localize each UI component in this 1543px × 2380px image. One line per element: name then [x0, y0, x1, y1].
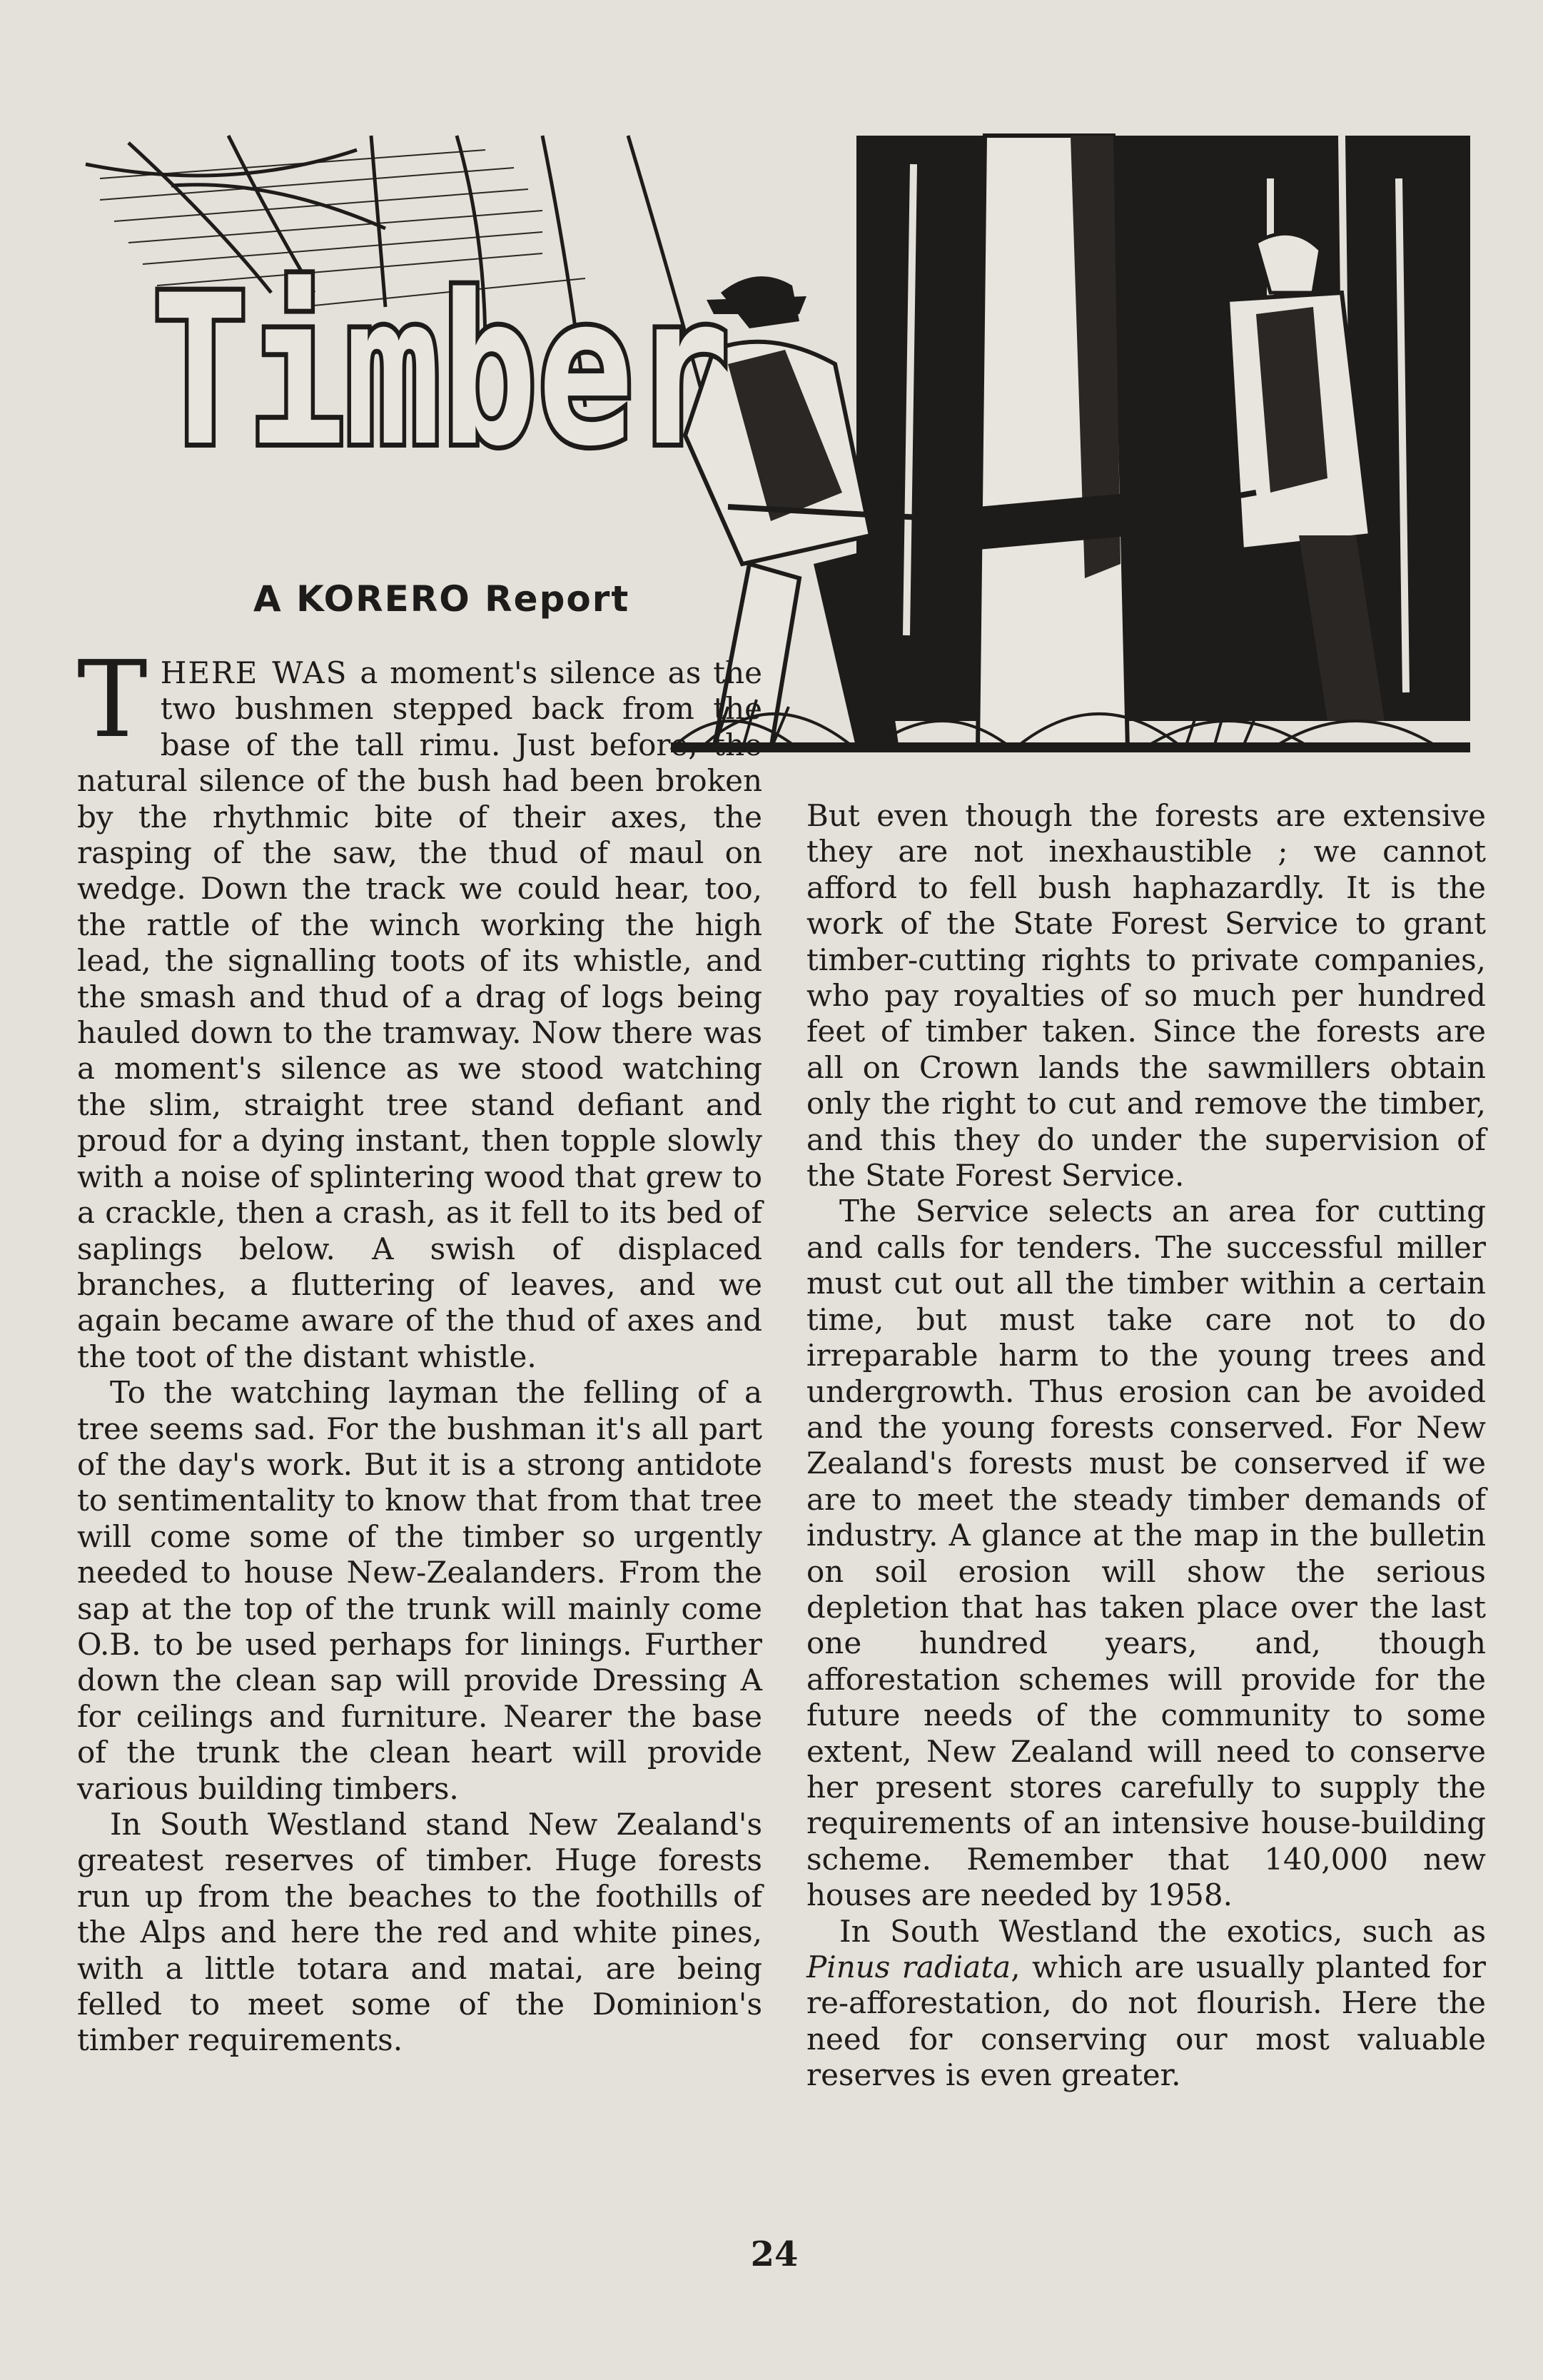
paragraph-2: To the watching layman the felling of a tree seems sad. For the bushman it's all part of the day's work. But it is a strong antidote to sentimentality to know that from that tree will come some of the timber so urgently needed to house New-Zealanders. From the sap at the top of the trunk will mainly come O.B. to be used perhaps for linings. Further down the clean sap will provide Dressing A for ceilings and furniture. Nearer the base of the trunk the clean heart will provide various building timbers.	[77, 1375, 762, 1806]
left-text-column	[77, 638, 762, 2059]
lead-smallcaps: HERE WAS	[160, 655, 348, 690]
ground-line	[671, 742, 1470, 752]
paragraph-1-text: a moment's silence as the two bushmen stepped back from the base of the tall rimu. Just before, the natural silence of the bush had been broken by the rhythmic bite of their axes, the rasping of the saw, the thud of maul on wedge. Down the track we could hear, too, the rattle of the winch working the high lead, the signalling toots of its whistle, and the smash and thud of a drag of logs being hauled down to the tramway. Now there was a moment's silence as we stood watching the slim, straight tree stand defiant and proud for a dying instant, then topple slowly with a noise of splintering wood that grew to a crackle, then a crash, as it fell to its bed of saplings below. A swish of displaced branches, a fluttering of leaves, and we again became aware of the thud of axes and the toot of the distant whistle.	[77, 655, 762, 1374]
paragraph-6	[806, 1914, 1486, 2094]
drop-cap: T	[77, 638, 148, 761]
paragraph-5: The Service selects an area for cutting and calls for tenders. The successful miller must cut out all the timber within a certain time, but must take care not to do irreparable harm to the young trees and undergrowth. Thus erosion can be avoided and the young forests conserved. For New Zealand's forests must be conserved if we are to meet the steady timber demands of industry. A glance at the map in the bulletin on soil erosion will show the serious depletion that has taken place over the last one hundred years, and, though afforestation schemes will provide for the future needs of the community to some extent, New Zealand will need to conserve her present stores carefully to supply the requirements of an intensive house-building scheme. Remember that 140,000 new houses are needed by 1958.	[806, 1194, 1486, 1913]
page-number: 24	[750, 2234, 799, 2274]
paragraph-6-start: In South Westland the exotics, such as	[839, 1913, 1486, 1949]
right-text-column	[806, 798, 1486, 2094]
paragraph-6-end: , which are usually planted for re-afforestation, do not flourish. Here the need for conserving our most valuable reserves is even greater.	[806, 1950, 1487, 2093]
species-name: Pinus radiata	[806, 1950, 1011, 1985]
title-lettering	[146, 243, 739, 492]
paragraph-4: But even though the forests are extensive they are not inexhaustible ; we cannot afford to fell bush haphazardly. It is the work of the State Forest Service to grant timber-cutting rights to private companies, who pay royalties of so much per hundred feet of timber taken. Since the forests are all on Crown lands the sawmillers obtain only the right to cut and remove the timber, and this they do under the supervision of the State Forest Service.	[806, 798, 1486, 1194]
dark-forest-background	[856, 136, 1470, 721]
paragraph-1	[77, 638, 762, 1375]
article-byline: A KORERO Report	[253, 578, 630, 620]
article-title: Timber	[152, 251, 730, 492]
paragraph-3: In South Westland stand New Zealand's greatest reserves of timber. Huge forests run up from the beaches to the foothills of the Alps and here the red and white pines, with a little totara and matai, are being felled to meet some of the Dominion's timber requirements.	[77, 1807, 762, 2058]
